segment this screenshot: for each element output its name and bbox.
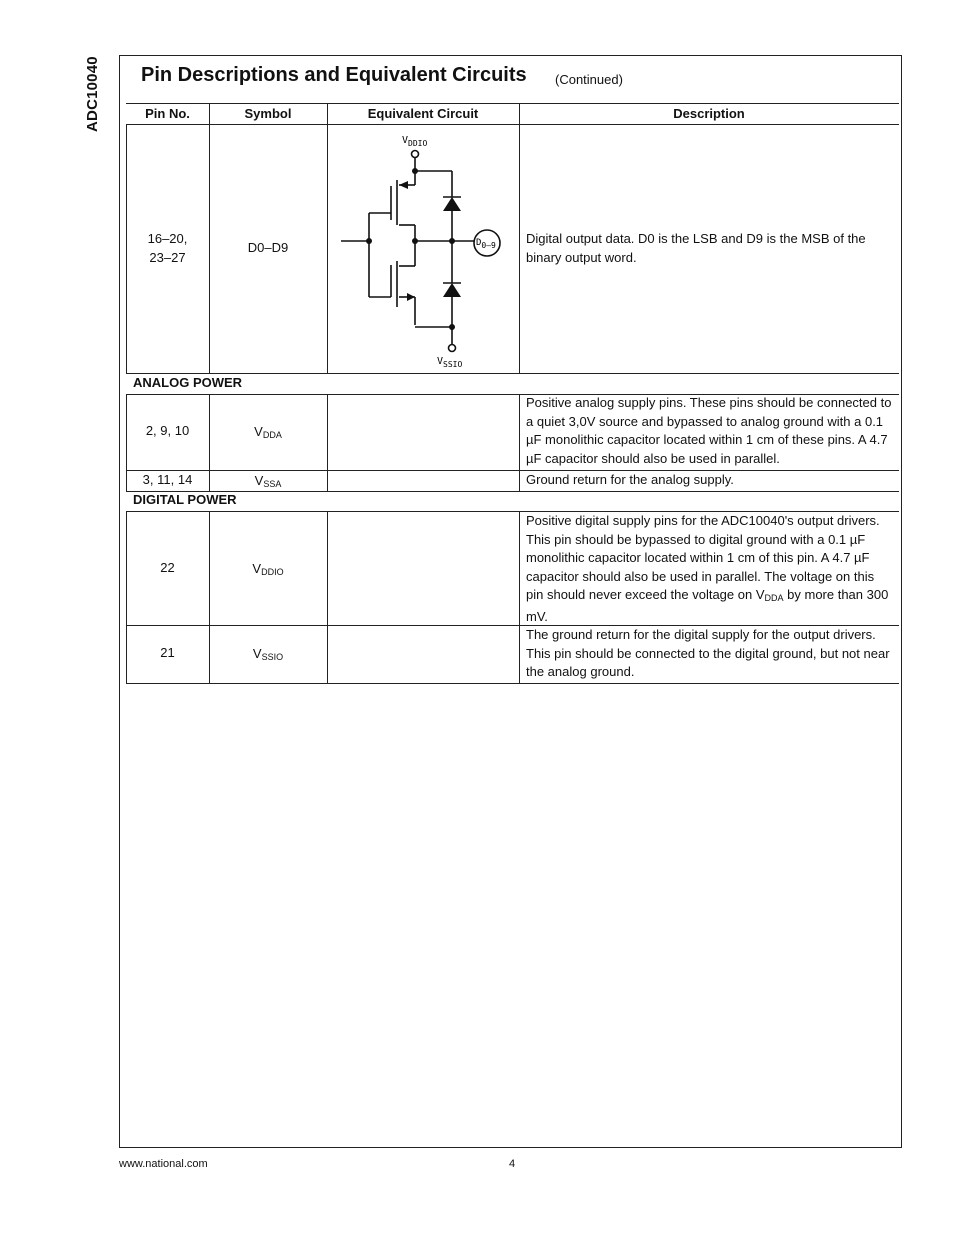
vddio-label: $V_{DDIO}$ — [402, 135, 428, 148]
output-label: D0–9 — [476, 238, 496, 250]
col-rule — [519, 104, 520, 373]
symbol-vddio: $V_{DDIO}$ — [252, 561, 284, 577]
pin-vdda: 2, 9, 10 — [145, 423, 190, 438]
pin-vddio: 22 — [160, 560, 175, 575]
pin-cell-digital-outputs — [126, 230, 209, 267]
header-pin-no: Pin No. — [145, 106, 190, 121]
vssio-label: $V_{SSIO}$ — [437, 356, 463, 369]
col-rule — [519, 511, 520, 683]
pin-range-1: 16–20, — [147, 231, 188, 246]
page-title-continued: (Continued) — [555, 72, 623, 87]
description-vdda: Positive analog supply pins. These pins should be connected to a quiet 3,0V source and bypassed to analog ground with a 0.1 µF monolithic capacitor located within 1 cm of these pins. A 4.7 µF capacitor should also be used in parallel. — [526, 395, 892, 466]
symbol-vdda: $V_{DDA}$ — [254, 424, 282, 440]
symbol-vssa: $V_{SSA}$ — [254, 473, 282, 489]
col-rule — [519, 394, 520, 491]
col-rule — [327, 511, 328, 683]
description-vssio: The ground return for the digital supply for the output drivers. This pin should be connected to the digital ground, but not near the analog ground. — [526, 627, 890, 680]
description-vddio: Positive digital supply pins for the ADC10040's output drivers. This pin should be bypassed to digital ground with a 0.1 µF monolithic capacitor located within 1 cm of this pin. A 4.7 µF capacitor should also be used in parallel. The voltage on this pin should never exceed the voltage on $V_{DDA}$ by more than 300 mV. — [526, 513, 889, 624]
header-equivalent-circuit: Equivalent Circuit — [367, 106, 479, 121]
symbol-d0-d9: D0–D9 — [247, 240, 289, 255]
section-analog-power: ANALOG POWER — [133, 375, 243, 390]
table-top-rule — [126, 103, 899, 104]
description-vssa: Ground return for the analog supply. — [526, 472, 734, 487]
description-digital-outputs: Digital output data. D0 is the LSB and D9 is the MSB of the binary output word. — [526, 231, 866, 265]
pin-vssio: 21 — [160, 645, 175, 660]
footer-page-number: 4 — [509, 1158, 516, 1170]
header-description: Description — [673, 106, 745, 121]
pin-vssa: 3, 11, 14 — [142, 472, 193, 487]
symbol-vssio: $V_{SSIO}$ — [252, 646, 284, 662]
table-bottom-rule — [126, 683, 899, 684]
page-title: Pin Descriptions and Equivalent Circuits — [141, 64, 527, 86]
col-rule — [327, 394, 328, 491]
side-part-number: ADC10040 — [84, 56, 101, 132]
footer-website-link[interactable]: www.national.com — [119, 1158, 208, 1170]
output-equivalent-circuit — [328, 125, 518, 372]
header-symbol: Symbol — [244, 106, 292, 121]
section-digital-power: DIGITAL POWER — [133, 492, 237, 507]
pin-range-2: 23–27 — [149, 249, 186, 265]
